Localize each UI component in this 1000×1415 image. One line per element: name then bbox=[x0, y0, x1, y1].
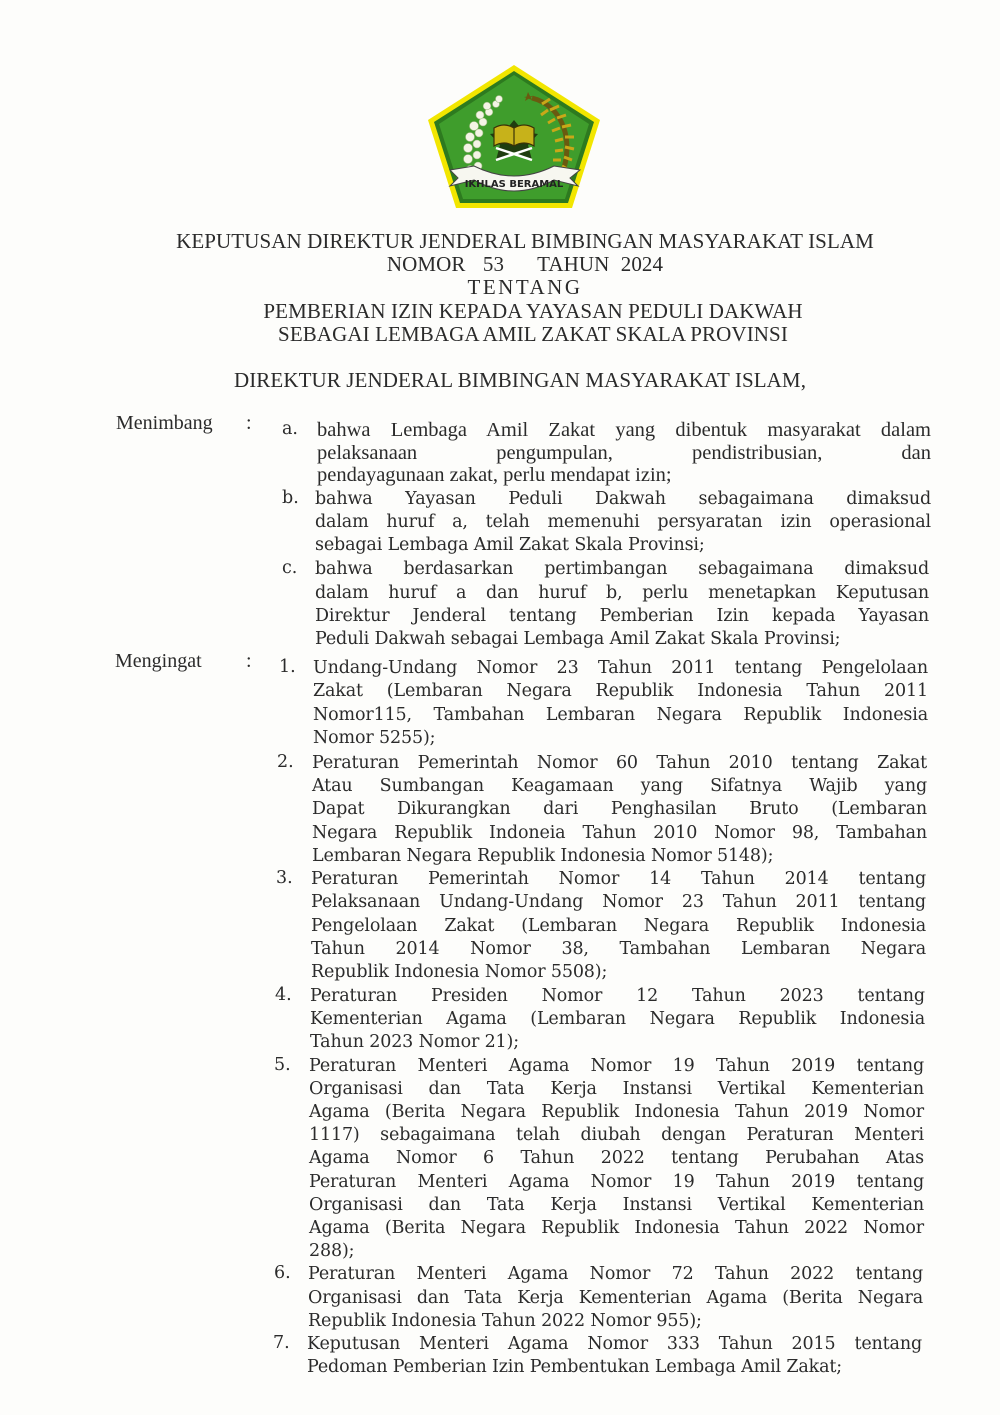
item-text-line: Pelaksanaan Undang-Undang Nomor 23 Tahun 2011 tentang bbox=[311, 892, 926, 913]
issuer-heading: DIREKTUR JENDERAL BIMBINGAN MASYARAKAT ISLAM, bbox=[233, 368, 807, 392]
mengingat-colon: : bbox=[246, 650, 252, 672]
subject-line-1: PEMBERIAN IZIN KEPADA YAYASAN PEDULI DAKWAH bbox=[263, 299, 803, 323]
item-text-line: 1117) sebagaimana telah diubah dengan Peraturan Menteri bbox=[309, 1125, 924, 1146]
item-text-line: Keputusan Menteri Agama Nomor 333 Tahun 2015 tentang bbox=[307, 1333, 922, 1354]
item-text-line: Organisasi dan Tata Kerja Instansi Vertikal Kementerian bbox=[309, 1194, 924, 1215]
item-text-line: Direktur Jenderal tentang Pemberian Izin kepada Yayasan bbox=[315, 606, 929, 626]
item-text-line: dalam huruf a dan huruf b, perlu menetapkan Keputusan bbox=[315, 582, 929, 603]
item-marker: 5. bbox=[274, 1054, 291, 1075]
item-text-line: Kementerian Agama (Lembaran Negara Republik Indonesia bbox=[310, 1008, 925, 1029]
emblem-motto: IKHLAS BERAMAL bbox=[464, 179, 564, 190]
item-text-line: 288); bbox=[309, 1241, 355, 1262]
item-marker: a. bbox=[282, 419, 298, 439]
menimbang-colon: : bbox=[246, 412, 252, 434]
item-text-line: Organisasi dan Tata Kerja Instansi Vertikal Kementerian bbox=[309, 1078, 924, 1099]
item-text-line: Organisasi dan Tata Kerja Kementerian Agama (Berita Negara bbox=[308, 1287, 923, 1308]
item-text-line: Pengelolaan Zakat (Lembaran Negara Republik Indonesia bbox=[311, 915, 926, 936]
item-text-line: Peraturan Pemerintah Nomor 14 Tahun 2014 tentang bbox=[311, 869, 926, 890]
item-text-line: Tahun 2023 Nomor 21); bbox=[310, 1032, 519, 1053]
item-text-line: Nomor115, Tambahan Lembaran Negara Republik Indonesia bbox=[313, 704, 928, 725]
item-text-line: Peduli Dakwah sebagai Lembaga Amil Zakat Skala Provinsi; bbox=[315, 629, 841, 650]
item-text-line: Undang-Undang Nomor 23 Tahun 2011 tentang Pengelolaan bbox=[313, 658, 928, 678]
item-text-line: Agama Nomor 6 Tahun 2022 tentang Perubahan Atas bbox=[309, 1148, 924, 1169]
item-text-line: Dapat Dikurangkan dari Penghasilan Bruto (Lembaran bbox=[312, 799, 927, 820]
item-text-line: Tahun 2014 Nomor 38, Tambahan Lembaran Negara bbox=[311, 939, 926, 959]
item-text-line: sebagai Lembaga Amil Zakat Skala Provinsi; bbox=[315, 535, 705, 556]
item-marker: 6. bbox=[274, 1263, 291, 1284]
subject-line-2: SEBAGAI LEMBAGA AMIL ZAKAT SKALA PROVINSI bbox=[278, 322, 788, 346]
item-text-line: Peraturan Menteri Agama Nomor 72 Tahun 2022 tentang bbox=[308, 1264, 923, 1285]
item-text-line: Agama (Berita Negara Republik Indonesia Tahun 2019 Nomor bbox=[309, 1101, 924, 1122]
item-text-line: Zakat (Lembaran Negara Republik Indonesia Tahun 2011 bbox=[313, 681, 928, 702]
item-marker: 3. bbox=[276, 868, 293, 889]
kementerian-agama-emblem-icon bbox=[424, 62, 604, 212]
nomor-label: NOMOR bbox=[386, 252, 466, 276]
item-text-line: bahwa berdasarkan pertimbangan sebagaimana dimaksud bbox=[315, 559, 929, 580]
item-marker: 4. bbox=[275, 984, 292, 1005]
item-text-line: Peraturan Menteri Agama Nomor 19 Tahun 2019 tentang bbox=[309, 1055, 924, 1076]
tahun-label: TAHUN 2024 bbox=[537, 252, 664, 276]
item-text-line: Negara Republik Indoneia Tahun 2010 Nomor 98, Tambahan bbox=[312, 822, 927, 843]
menimbang-label: Menimbang bbox=[116, 412, 213, 434]
item-text-line: Peraturan Menteri Agama Nomor 19 Tahun 2019 tentang bbox=[309, 1171, 924, 1192]
item-text-line: dalam huruf a, telah memenuhi persyaratan izin operasional bbox=[315, 511, 931, 532]
item-text-line: bahwa Lembaga Amil Zakat yang dibentuk masyarakat dalam bbox=[317, 419, 931, 441]
item-text-line: pendayagunaan zakat, perlu mendapat izin; bbox=[317, 464, 672, 486]
item-text-line: Republik Indonesia Nomor 5508); bbox=[311, 962, 608, 983]
item-text-line: Lembaran Negara Republik Indonesia Nomor 5148); bbox=[312, 845, 774, 866]
decree-title: KEPUTUSAN DIREKTUR JENDERAL BIMBINGAN MASYARAKAT ISLAM bbox=[176, 229, 874, 253]
item-marker: 2. bbox=[277, 751, 294, 772]
item-text-line: Peraturan Pemerintah Nomor 60 Tahun 2010 tentang Zakat bbox=[312, 752, 927, 773]
nomor-value: 53 bbox=[482, 252, 505, 276]
item-marker: b. bbox=[282, 487, 299, 508]
item-text-line: Agama (Berita Negara Republik Indonesia Tahun 2022 Nomor bbox=[309, 1217, 924, 1238]
item-text-line: Pedoman Pemberian Izin Pembentukan Lembaga Amil Zakat; bbox=[307, 1357, 843, 1378]
item-text-line: Nomor 5255); bbox=[313, 728, 436, 749]
tentang-heading: TENTANG bbox=[467, 275, 583, 299]
item-text-line: pelaksanaan pengumpulan, pendistribusian, dan bbox=[317, 441, 931, 464]
item-marker: 7. bbox=[273, 1332, 290, 1353]
item-text-line: Republik Indonesia Tahun 2022 Nomor 955); bbox=[308, 1310, 702, 1331]
mengingat-label: Mengingat bbox=[115, 650, 202, 672]
item-text-line: Peraturan Presiden Nomor 12 Tahun 2023 tentang bbox=[310, 985, 925, 1006]
item-marker: 1. bbox=[279, 657, 296, 677]
item-text-line: bahwa Yayasan Peduli Dakwah sebagaimana dimaksud bbox=[315, 488, 931, 509]
item-marker: c. bbox=[282, 558, 298, 579]
decree-number-line bbox=[25, 252, 1000, 277]
item-text-line: Atau Sumbangan Keagamaan yang Sifatnya Wajib yang bbox=[312, 775, 927, 796]
